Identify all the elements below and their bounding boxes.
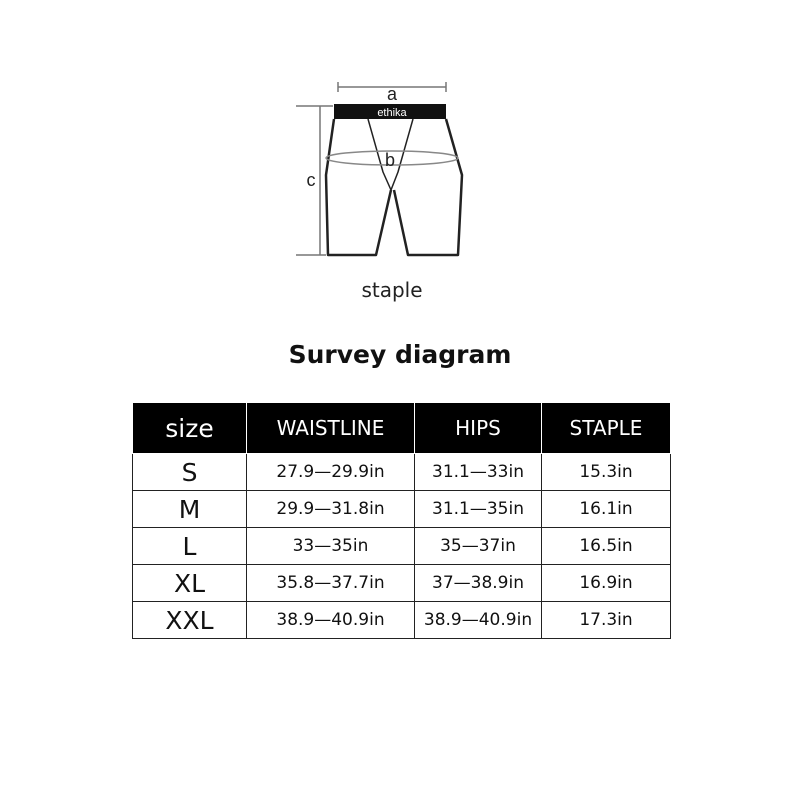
label-c: c (306, 170, 316, 190)
table-header-row (133, 403, 671, 454)
staple-cell: 17.3in (542, 602, 671, 639)
hips-cell: 37—38.9in (415, 565, 542, 602)
size-cell: XXL (133, 602, 247, 639)
waistline-cell: 33—35in (247, 528, 415, 565)
waistline-cell: 38.9—40.9in (247, 602, 415, 639)
figure-caption: staple (361, 278, 423, 302)
staple-cell: 15.3in (542, 454, 671, 491)
table-row (133, 491, 671, 528)
hips-cell: 35—37in (415, 528, 542, 565)
header-hips: HIPS (415, 403, 542, 454)
hips-cell: 38.9—40.9in (415, 602, 542, 639)
label-b: b (384, 150, 396, 170)
header-staple: STAPLE (542, 403, 671, 454)
size-cell: L (133, 528, 247, 565)
waistline-cell: 27.9—29.9in (247, 454, 415, 491)
staple-cell: 16.9in (542, 565, 671, 602)
table-row (133, 528, 671, 565)
staple-cell: 16.5in (542, 528, 671, 565)
waistline-cell: 35.8—37.7in (247, 565, 415, 602)
shorts-outline (326, 119, 462, 255)
waistline-cell: 29.9—31.8in (247, 491, 415, 528)
size-cell: S (133, 454, 247, 491)
table-row (133, 602, 671, 639)
size-chart-table (132, 402, 671, 639)
hips-cell: 31.1—35in (415, 491, 542, 528)
header-waistline: WAISTLINE (247, 403, 415, 454)
size-cell: M (133, 491, 247, 528)
brand-logo: ethika (377, 107, 407, 119)
size-cell: XL (133, 565, 247, 602)
hips-cell: 31.1—33in (415, 454, 542, 491)
shorts-diagram (290, 72, 480, 272)
label-a: a (386, 84, 398, 104)
staple-cell: 16.1in (542, 491, 671, 528)
page-title: Survey diagram (288, 340, 512, 369)
table-row (133, 565, 671, 602)
table-row (133, 454, 671, 491)
header-size: size (133, 403, 247, 454)
